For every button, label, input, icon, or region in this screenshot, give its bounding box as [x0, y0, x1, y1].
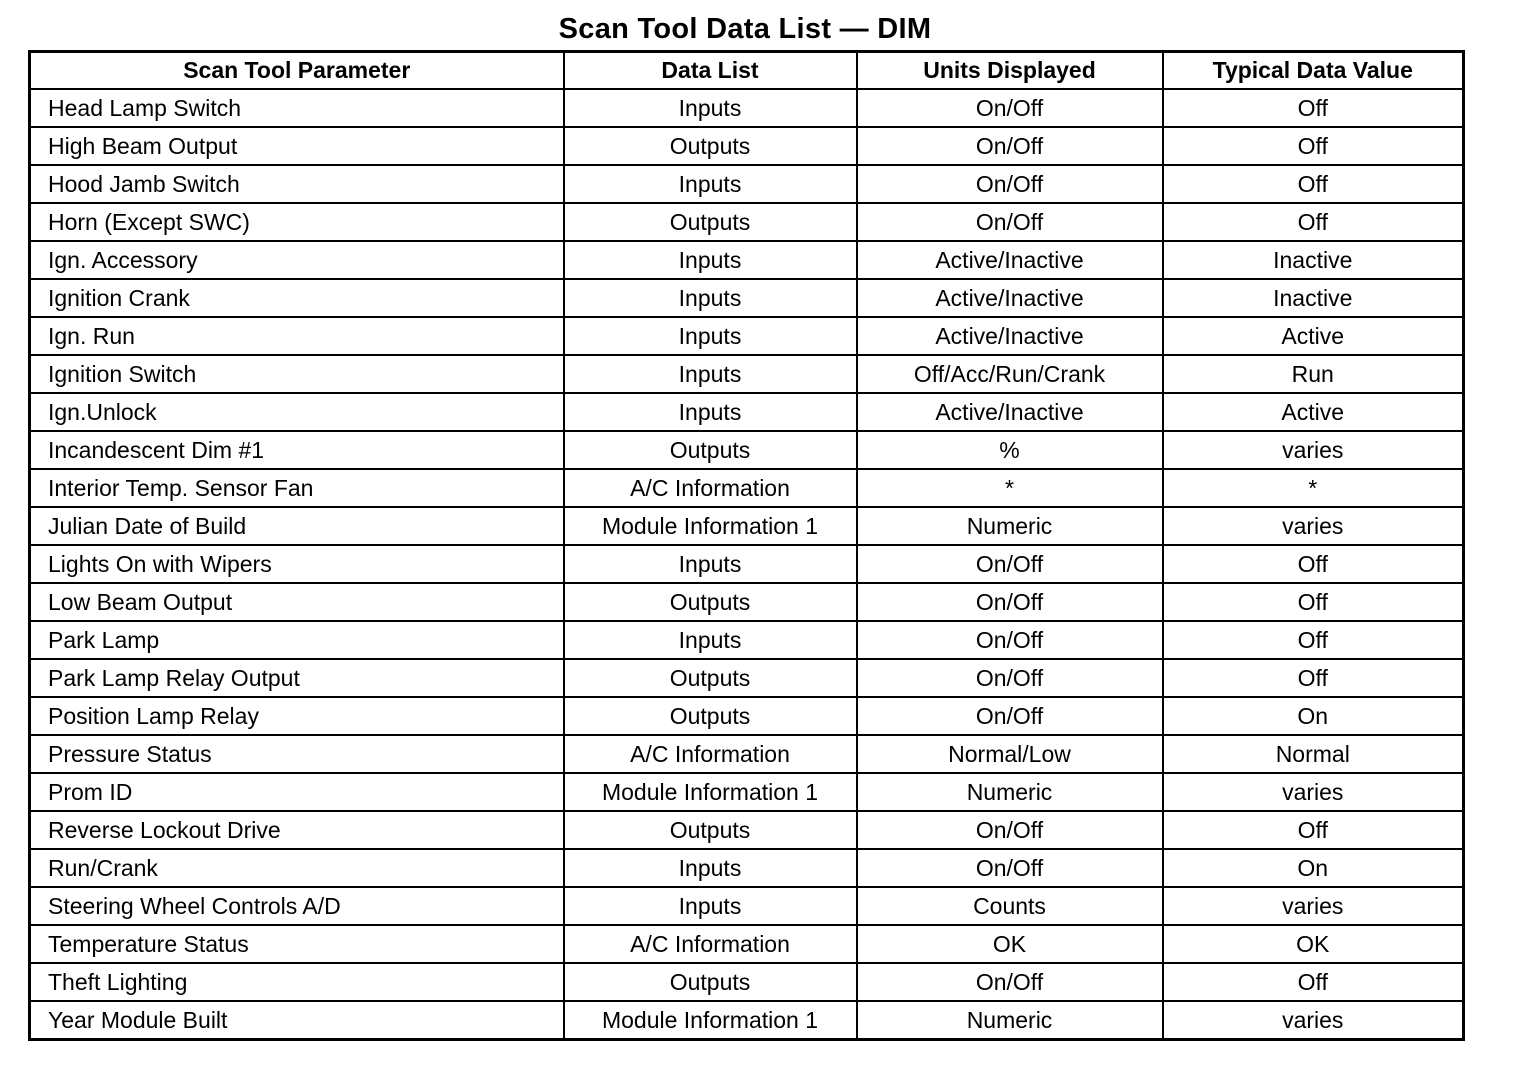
cell-typical-value: varies [1163, 773, 1464, 811]
header-scan-tool-parameter: Scan Tool Parameter [30, 52, 564, 90]
cell-data-list: Inputs [564, 887, 857, 925]
cell-units: On/Off [857, 545, 1163, 583]
cell-parameter: Prom ID [30, 773, 564, 811]
cell-units: On/Off [857, 165, 1163, 203]
table-row [30, 773, 1464, 811]
cell-typical-value: On [1163, 849, 1464, 887]
table-row [30, 165, 1464, 203]
cell-units: On/Off [857, 963, 1163, 1001]
cell-parameter: Ignition Switch [30, 355, 564, 393]
table-row [30, 849, 1464, 887]
cell-parameter: Horn (Except SWC) [30, 203, 564, 241]
cell-typical-value: Off [1163, 583, 1464, 621]
cell-units: On/Off [857, 697, 1163, 735]
cell-parameter: High Beam Output [30, 127, 564, 165]
table-row [30, 659, 1464, 697]
table-row [30, 621, 1464, 659]
cell-typical-value: Off [1163, 963, 1464, 1001]
cell-typical-value: Off [1163, 127, 1464, 165]
cell-parameter: Ign. Accessory [30, 241, 564, 279]
cell-units: Numeric [857, 773, 1163, 811]
cell-typical-value: varies [1163, 887, 1464, 925]
cell-units: Active/Inactive [857, 279, 1163, 317]
cell-parameter: Ign.Unlock [30, 393, 564, 431]
table-row [30, 583, 1464, 621]
cell-data-list: A/C Information [564, 469, 857, 507]
table-row [30, 431, 1464, 469]
cell-units: On/Off [857, 89, 1163, 127]
cell-data-list: Inputs [564, 849, 857, 887]
cell-typical-value: Off [1163, 659, 1464, 697]
cell-typical-value: varies [1163, 431, 1464, 469]
table-row [30, 811, 1464, 849]
cell-units: Active/Inactive [857, 241, 1163, 279]
cell-data-list: Inputs [564, 89, 857, 127]
cell-data-list: Inputs [564, 621, 857, 659]
cell-units: * [857, 469, 1163, 507]
table-body [30, 89, 1464, 1040]
cell-typical-value: Active [1163, 393, 1464, 431]
cell-parameter: Pressure Status [30, 735, 564, 773]
cell-typical-value: Off [1163, 811, 1464, 849]
cell-data-list: Outputs [564, 697, 857, 735]
cell-data-list: Inputs [564, 545, 857, 583]
table-header-row [30, 52, 1464, 90]
cell-units: On/Off [857, 127, 1163, 165]
cell-parameter: Incandescent Dim #1 [30, 431, 564, 469]
cell-typical-value: Off [1163, 165, 1464, 203]
cell-typical-value: On [1163, 697, 1464, 735]
cell-typical-value: Inactive [1163, 279, 1464, 317]
scan-tool-data-table [28, 50, 1465, 1041]
cell-typical-value: varies [1163, 1001, 1464, 1040]
cell-typical-value: Off [1163, 621, 1464, 659]
cell-parameter: Theft Lighting [30, 963, 564, 1001]
cell-units: Numeric [857, 1001, 1163, 1040]
cell-data-list: Outputs [564, 659, 857, 697]
table-row [30, 355, 1464, 393]
cell-data-list: Module Information 1 [564, 507, 857, 545]
cell-typical-value: * [1163, 469, 1464, 507]
cell-typical-value: Normal [1163, 735, 1464, 773]
cell-units: Active/Inactive [857, 393, 1163, 431]
cell-data-list: Module Information 1 [564, 1001, 857, 1040]
cell-data-list: A/C Information [564, 735, 857, 773]
header-data-list: Data List [564, 52, 857, 90]
table-row [30, 545, 1464, 583]
cell-parameter: Steering Wheel Controls A/D [30, 887, 564, 925]
cell-parameter: Hood Jamb Switch [30, 165, 564, 203]
cell-units: On/Off [857, 849, 1163, 887]
cell-units: % [857, 431, 1163, 469]
cell-parameter: Run/Crank [30, 849, 564, 887]
table-row [30, 887, 1464, 925]
cell-units: On/Off [857, 203, 1163, 241]
table-row [30, 469, 1464, 507]
cell-typical-value: OK [1163, 925, 1464, 963]
cell-data-list: A/C Information [564, 925, 857, 963]
table-row [30, 279, 1464, 317]
cell-data-list: Outputs [564, 203, 857, 241]
cell-data-list: Outputs [564, 811, 857, 849]
table-row [30, 1001, 1464, 1040]
table-row [30, 127, 1464, 165]
cell-typical-value: Off [1163, 89, 1464, 127]
cell-units: OK [857, 925, 1163, 963]
cell-parameter: Head Lamp Switch [30, 89, 564, 127]
cell-data-list: Outputs [564, 431, 857, 469]
table-row [30, 203, 1464, 241]
cell-parameter: Julian Date of Build [30, 507, 564, 545]
table-row [30, 735, 1464, 773]
cell-typical-value: Active [1163, 317, 1464, 355]
header-typical-data-value: Typical Data Value [1163, 52, 1464, 90]
table-row [30, 89, 1464, 127]
cell-data-list: Module Information 1 [564, 773, 857, 811]
cell-data-list: Inputs [564, 393, 857, 431]
cell-units: Off/Acc/Run/Crank [857, 355, 1163, 393]
cell-typical-value: Inactive [1163, 241, 1464, 279]
cell-data-list: Inputs [564, 165, 857, 203]
cell-units: Active/Inactive [857, 317, 1163, 355]
cell-parameter: Ign. Run [30, 317, 564, 355]
cell-units: Normal/Low [857, 735, 1163, 773]
table-row [30, 317, 1464, 355]
cell-parameter: Low Beam Output [30, 583, 564, 621]
cell-parameter: Temperature Status [30, 925, 564, 963]
cell-typical-value: Off [1163, 203, 1464, 241]
page-title: Scan Tool Data List — DIM [558, 13, 932, 45]
header-units-displayed: Units Displayed [857, 52, 1163, 90]
table-row [30, 925, 1464, 963]
cell-data-list: Inputs [564, 279, 857, 317]
cell-parameter: Park Lamp [30, 621, 564, 659]
cell-parameter: Lights On with Wipers [30, 545, 564, 583]
cell-parameter: Ignition Crank [30, 279, 564, 317]
cell-units: Counts [857, 887, 1163, 925]
cell-units: On/Off [857, 811, 1163, 849]
cell-units: On/Off [857, 621, 1163, 659]
cell-units: On/Off [857, 659, 1163, 697]
cell-data-list: Inputs [564, 355, 857, 393]
cell-data-list: Outputs [564, 583, 857, 621]
cell-parameter: Year Module Built [30, 1001, 564, 1040]
cell-data-list: Outputs [564, 127, 857, 165]
cell-parameter: Reverse Lockout Drive [30, 811, 564, 849]
table-row [30, 697, 1464, 735]
cell-units: Numeric [857, 507, 1163, 545]
cell-units: On/Off [857, 583, 1163, 621]
cell-data-list: Inputs [564, 317, 857, 355]
cell-typical-value: varies [1163, 507, 1464, 545]
table-row [30, 963, 1464, 1001]
cell-data-list: Outputs [564, 963, 857, 1001]
cell-parameter: Park Lamp Relay Output [30, 659, 564, 697]
table-row [30, 507, 1464, 545]
table-row [30, 393, 1464, 431]
cell-parameter: Interior Temp. Sensor Fan [30, 469, 564, 507]
cell-typical-value: Off [1163, 545, 1464, 583]
cell-parameter: Position Lamp Relay [30, 697, 564, 735]
cell-data-list: Inputs [564, 241, 857, 279]
cell-typical-value: Run [1163, 355, 1464, 393]
table-row [30, 241, 1464, 279]
